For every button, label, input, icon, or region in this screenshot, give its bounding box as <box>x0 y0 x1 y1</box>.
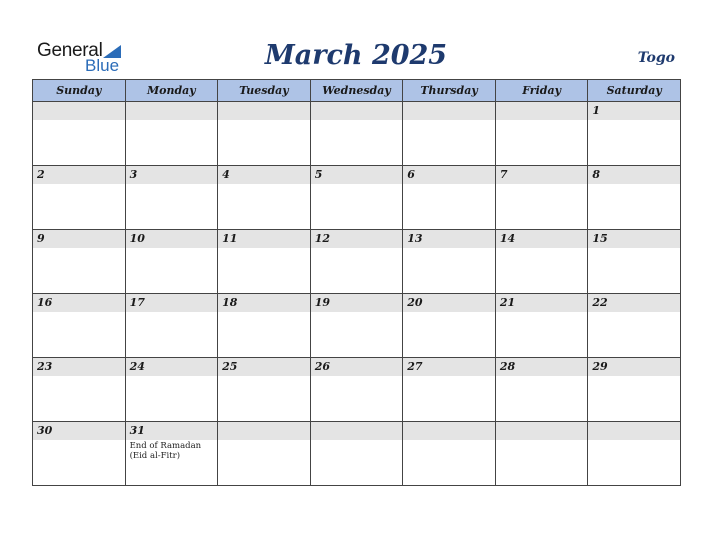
day-number-bar <box>403 294 495 312</box>
day-number-bar <box>588 230 680 248</box>
week-row <box>33 294 681 358</box>
day-cell <box>403 422 496 486</box>
day-cell <box>588 166 681 230</box>
day-number-bar <box>126 358 218 376</box>
day-number-bar <box>496 166 588 184</box>
day-cell <box>403 230 496 294</box>
day-cell <box>310 358 403 422</box>
day-cell <box>495 358 588 422</box>
day-cell <box>218 166 311 230</box>
day-number: 17 <box>129 296 145 309</box>
day-cell <box>125 422 218 486</box>
day-number-bar <box>588 422 680 440</box>
day-number: 16 <box>37 296 53 309</box>
day-number-bar <box>588 166 680 184</box>
logo-text-general: General <box>37 40 103 61</box>
day-cell <box>588 358 681 422</box>
day-cell <box>33 230 126 294</box>
weekday-header: Wednesday <box>310 80 403 102</box>
day-number-bar <box>126 422 218 440</box>
day-number-bar <box>33 230 125 248</box>
day-cell <box>588 230 681 294</box>
day-number: 14 <box>499 232 516 245</box>
day-cell <box>218 102 311 166</box>
day-number-bar <box>403 230 495 248</box>
day-cell <box>218 230 311 294</box>
day-number-bar <box>126 102 218 120</box>
day-number: 11 <box>222 232 238 245</box>
calendar-grid <box>32 79 681 486</box>
day-cell <box>125 230 218 294</box>
day-number-bar <box>588 102 680 120</box>
day-number: 1 <box>592 104 601 117</box>
day-cell <box>403 294 496 358</box>
weekday-header: Tuesday <box>218 80 311 102</box>
day-number: 27 <box>407 360 423 373</box>
day-number-bar <box>33 102 125 120</box>
day-number-bar <box>126 230 218 248</box>
day-cell <box>310 422 403 486</box>
day-cell <box>310 166 403 230</box>
day-number-bar <box>496 102 588 120</box>
day-number-bar <box>126 294 218 312</box>
day-number-bar <box>496 358 588 376</box>
day-number-bar <box>33 422 125 440</box>
day-number-bar <box>33 294 125 312</box>
day-cell <box>310 230 403 294</box>
holiday-label: End of Ramadan (Eid al-Fitr) <box>129 441 202 461</box>
day-cell <box>495 166 588 230</box>
week-row <box>33 358 681 422</box>
day-number: 9 <box>37 232 45 245</box>
day-number: 30 <box>37 424 53 437</box>
week-row <box>33 230 681 294</box>
day-number-bar <box>496 422 588 440</box>
day-number-bar <box>311 422 403 440</box>
day-number: 2 <box>37 168 45 181</box>
day-number-bar <box>403 422 495 440</box>
day-number-bar <box>496 294 588 312</box>
day-number-bar <box>33 358 125 376</box>
week-row <box>33 422 681 486</box>
logo-text-blue: Blue <box>85 56 120 75</box>
day-cell <box>33 166 126 230</box>
day-number: 6 <box>407 168 415 181</box>
weekday-header-row <box>33 80 681 102</box>
day-cell <box>218 422 311 486</box>
country-label: Togo <box>637 50 675 66</box>
day-cell <box>33 102 126 166</box>
weekday-header: Sunday <box>33 80 126 102</box>
day-number-bar <box>218 230 310 248</box>
day-number-bar <box>403 358 495 376</box>
day-number: 13 <box>407 232 423 245</box>
day-cell <box>495 422 588 486</box>
calendar-title: March 2025 <box>264 40 448 71</box>
day-number: 31 <box>129 424 145 437</box>
day-cell <box>403 358 496 422</box>
day-number-bar <box>496 230 588 248</box>
day-cell <box>588 422 681 486</box>
day-number-bar <box>33 166 125 184</box>
weekday-header: Friday <box>495 80 588 102</box>
day-number-bar <box>311 358 403 376</box>
day-number-bar <box>218 102 310 120</box>
day-cell <box>125 102 218 166</box>
day-cell <box>588 294 681 358</box>
week-row <box>33 166 681 230</box>
day-cell <box>495 294 588 358</box>
day-cell <box>218 358 311 422</box>
day-number: 19 <box>314 296 330 309</box>
week-row <box>33 102 681 166</box>
day-cell <box>310 102 403 166</box>
day-number: 22 <box>592 296 608 309</box>
day-cell <box>495 102 588 166</box>
day-number: 28 <box>499 360 516 373</box>
day-cell <box>495 230 588 294</box>
day-cell <box>125 358 218 422</box>
day-number-bar <box>311 102 403 120</box>
day-number-bar <box>218 166 310 184</box>
day-number: 25 <box>222 360 238 373</box>
day-number-bar <box>588 294 680 312</box>
day-cell <box>310 294 403 358</box>
day-cell <box>33 294 126 358</box>
day-number: 21 <box>499 296 516 309</box>
day-number: 20 <box>407 296 423 309</box>
day-number-bar <box>311 294 403 312</box>
day-number: 26 <box>314 360 330 373</box>
weekday-header: Saturday <box>588 80 681 102</box>
day-number-bar <box>218 422 310 440</box>
day-number-bar <box>218 358 310 376</box>
day-number: 29 <box>592 360 608 373</box>
day-number: 4 <box>222 168 230 181</box>
day-number-bar <box>311 166 403 184</box>
weekday-header: Thursday <box>403 80 496 102</box>
day-number: 15 <box>592 232 608 245</box>
day-cell <box>33 358 126 422</box>
day-number: 12 <box>314 232 330 245</box>
day-number: 10 <box>129 232 145 245</box>
day-cell <box>403 102 496 166</box>
day-number: 7 <box>499 168 508 181</box>
day-number-bar <box>403 102 495 120</box>
day-number: 3 <box>129 168 138 181</box>
day-cell <box>125 294 218 358</box>
day-number-bar <box>126 166 218 184</box>
day-number: 18 <box>222 296 238 309</box>
day-cell <box>33 422 126 486</box>
day-cell <box>218 294 311 358</box>
day-cell <box>125 166 218 230</box>
weekday-header: Monday <box>125 80 218 102</box>
day-number: 8 <box>592 168 601 181</box>
day-number: 23 <box>37 360 53 373</box>
day-number: 24 <box>129 360 145 373</box>
day-number: 5 <box>314 168 323 181</box>
day-number-bar <box>311 230 403 248</box>
day-number-bar <box>218 294 310 312</box>
day-number-bar <box>403 166 495 184</box>
day-cell <box>588 102 681 166</box>
day-cell <box>403 166 496 230</box>
day-number-bar <box>588 358 680 376</box>
